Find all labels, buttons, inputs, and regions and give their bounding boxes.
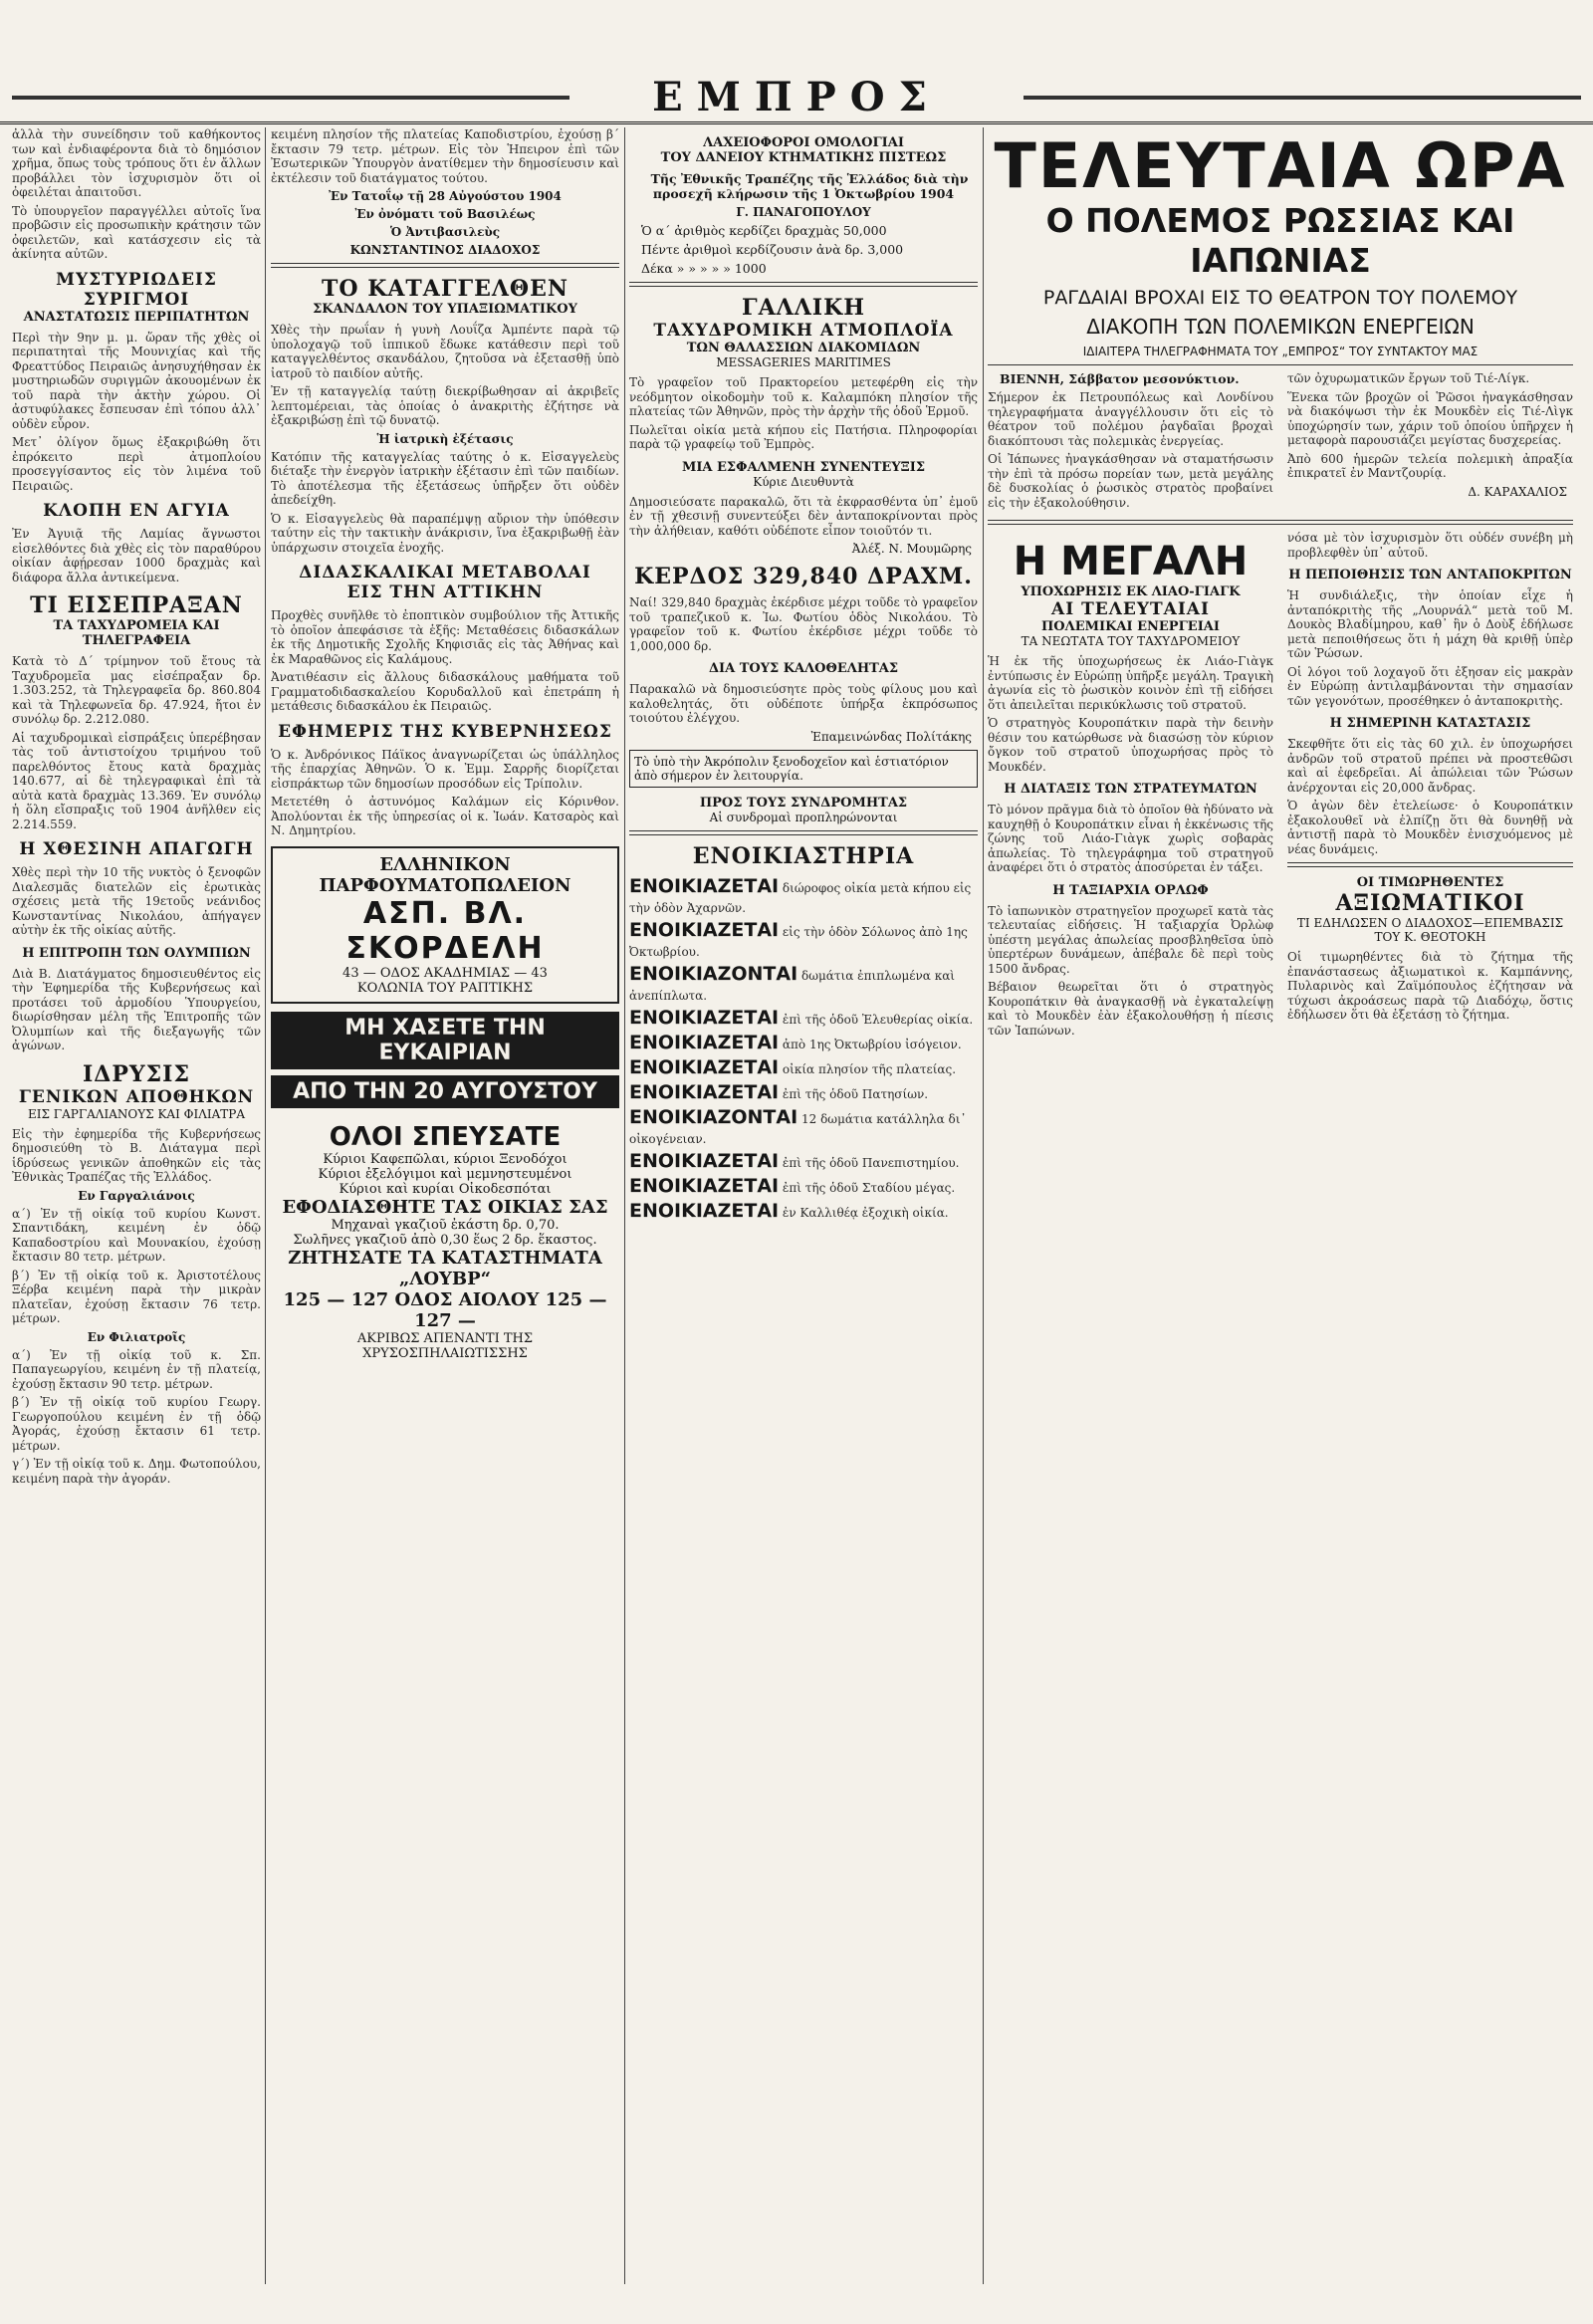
classifieds-heading: ΕΝΟΙΚΙΑΣΤΗΡΙΑ	[692, 842, 915, 869]
dateline: Ἐν Τατοΐῳ τῇ 28 Αὐγούστου 1904	[329, 189, 562, 203]
headline: ΕΦΗΜΕΡΙΣ ΤΗΣ ΚΥΒΕΡΝΗΣΕΩΣ	[278, 721, 612, 742]
section-heading	[271, 276, 619, 317]
louvre-advertisement	[271, 1116, 619, 1367]
subheadline: ΑΙ ΤΕΛΕΥΤΑΙΑΙ	[1051, 599, 1210, 619]
headline: ΙΔΡΥΣΙΣ	[82, 1060, 190, 1087]
location-heading: Εν Φιλιατροῖς	[87, 1329, 186, 1344]
section-heading	[629, 796, 978, 824]
section-heading	[12, 270, 261, 325]
section-heading	[1287, 568, 1573, 582]
body-text: Μετετέθη ὁ ἀστυνόμος Καλάμων εἰς Κόρινθον. Ἀπολύονται ἐκ τῆς ὑπηρεσίας οἱ κ. Ἰωάν. Κατσαρὸς καὶ Ν. Δημητρίου.	[271, 795, 619, 837]
classified-keyword: ΕΝΟΙΚΙΑΖΕΤΑΙ	[629, 874, 780, 897]
classified-keyword: ΕΝΟΙΚΙΑΖΕΤΑΙ	[629, 1006, 780, 1029]
body-text: Σκεφθῆτε ὅτι εἰς τὰς 60 χιλ. ἐν ὑποχωρήσει ἀνδρῶν τοῦ στρατοῦ πρέπει νὰ προστεθῶσι καὶ αἱ ἐφεδρεῖαι. Αἱ ἀπώλειαι τῶν Ῥώσων ἀνέρχονται εἰς 20,000 ἄνδρας.	[1287, 737, 1573, 795]
ad-brand: ΑΣΠ. ΒΛ. ΣΚΟΡΔΕΛΗ	[345, 895, 545, 966]
headline: Η ΔΙΑΤΑΞΙΣ ΤΩΝ ΣΤΡΑΤΕΥΜΑΤΩΝ	[1004, 782, 1257, 797]
body-text: Ὁ κ. Ἀνδρόνικος Πάϊκος ἀναγνωρίζεται ὡς ὑπάλληλος τῆς ἐπαρχίας Ἀθηνῶν. Ὁ κ. Ἐμμ. Σαρρῆς διορίζεται εἰσπράκτωρ τῶν δημοσίων προσόδων εἰς Τρίπολιν.	[271, 747, 619, 791]
body-text: Προχθὲς συνῆλθε τὸ ἐποπτικὸν συμβούλιον τῆς Ἀττικῆς τὸ ὁποῖον ἀπεφάσισε τὰ ἑξῆς: Μεταθέσεις διδασκάλων ἐκ τῆς Δημοτικῆς Σχολῆς Κηφισιᾶς εἰς τὰς Ἀθήνας καὶ ἐκ Μαραθῶνος εἰς Καλάμους.	[271, 608, 619, 666]
ad-line: Κύριοι καὶ κυρίαι Οἰκοδεσπόται	[339, 1181, 552, 1197]
lead-article	[988, 371, 1573, 514]
salutation: Κύριε Διευθυντὰ	[753, 474, 854, 489]
headline: ΤΙ ΕΙΣΕΠΡΑΞΑΝ	[30, 592, 243, 618]
classified-keyword: ΕΝΟΙΚΙΑΖΕΤΑΙ	[629, 1174, 780, 1197]
section-heading	[12, 946, 261, 961]
body-text: Ἐν Ἀγυιᾷ τῆς Λαμίας ἄγνωστοι εἰσελθόντες διὰ χθὲς εἰς τὸν παραθύρου οἰκίαν ἀφῄρεσαν 1000 δραχμὰς καὶ διάφορα ἄλλα ἀντικείμενα.	[12, 527, 261, 584]
classified-ad: ΕΝΟΙΚΙΑΖΟΝΤΑΙ 12 δωμάτια κατάλληλα δι᾽ οἰκογένειαν.	[629, 1105, 967, 1146]
subheadline: ΓΕΝΙΚΩΝ ΑΠΟΘΗΚΩΝ	[18, 1086, 255, 1107]
ad-product: ΚΟΛΩΝΙΑ ΤΟΥ ΡΑΠΤΙΚΗΣ	[356, 980, 534, 996]
section-heading	[12, 592, 261, 648]
column-3	[629, 127, 978, 2284]
ad-headline: ΟΛΟΙ ΣΠΕΥΣΑΤΕ	[329, 1121, 562, 1152]
section-heading	[1287, 716, 1573, 731]
headline: ΠΡΟΣ ΤΟΥΣ ΣΥΝΔΡΟΜΗΤΑΣ	[699, 795, 908, 811]
ad-address: 125 — 127 ΟΔΟΣ ΑΙΟΛΟΥ 125 — 127 —	[283, 1288, 607, 1331]
divider	[988, 364, 1573, 365]
body-text: Ἕνεκα τῶν βροχῶν οἱ Ῥῶσοι ἠναγκάσθησαν νὰ διακόψωσι τὴν ἐκ Μουκδὲν εἰς Τιέ-Λὶγκ ὑποχώρησίν των, χάριν τοῦ ὁποίου ὑπῆρχεν ἡ μεταφορὰ παρουσιάζει μεγίστας δυσχερείας.	[1287, 389, 1573, 447]
prize-line: Πέντε ἀριθμοὶ κερδίζουσιν ἀνὰ δρ. 3,000	[641, 242, 904, 257]
body-text: α΄) Ἐν τῇ οἰκίᾳ τοῦ κυρίου Κωνστ. Σπαντιδάκη, κειμένη ἐν ὁδῷ Καπαδοστρίου καὶ Μουνακίου, ἐχούσῃ ἔκτασιν 80 τετρ. μέτρων.	[12, 1206, 261, 1264]
letter-signature: Ἐπαμεινώνδας Πολίτάκης	[810, 729, 972, 744]
subheadline: ΤΩΝ ΘΑΛΑΣΣΙΩΝ ΔΙΑΚΟΜΙΔΩΝ	[686, 341, 921, 355]
section-heading	[629, 564, 978, 589]
body-text: Ἡ ἐκ τῆς ὑποχωρήσεως ἐκ Λιάο-Γιὰγκ ἐντύπωσις ἐν Εὐρώπῃ ὑπῆρξε μεγάλη. Τραγικὴ ἀγωνία εἰς τὸ ῥωσικὸν κοινὸν ἐπὶ τῇ εἰδήσει ὅτι ἀπειλεῖται περικύκλωσις τοῦ στρατοῦ.	[988, 654, 1273, 712]
body-text: Τὸ μόνον πρᾶγμα διὰ τὸ ὁποῖον θὰ ἠδύνατο νὰ καυχηθῇ ὁ Κουροπάτκιν εἶναι ἡ ἐκκένωσις τῆς ζώνης τοῦ Λιάο-Γιὰγκ χωρὶς σοβαρὰς ἀπωλείας. Τὸ τηλεγράφημα τοῦ στρατηγοῦ ἀναφέρει ὅτι ὁ στρατὸς ἀποσύρεται ἐν τάξει.	[988, 803, 1273, 874]
promo-banner: ΜΗ ΧΑΣΕΤΕ ΤΗΝ ΕΥΚΑΙΡΙΑΝ	[271, 1012, 619, 1069]
body-text: Μετ᾽ ὀλίγον ὅμως ἐξακριβώθη ὅτι ἐπρόκειτο περὶ ἀτμοπλοίου προσεγγίσαντος εἰς τὸν λιμένα τοῦ Πειραιῶς.	[12, 435, 261, 493]
classified-ad: ΕΝΟΙΚΙΑΖΕΤΑΙ οἰκία πλησίον τῆς πλατείας.	[629, 1055, 957, 1078]
classified-ad: ΕΝΟΙΚΙΑΖΕΤΑΙ ἐπὶ τῆς ὁδοῦ Πανεπιστημίου.	[629, 1149, 960, 1172]
body-text: Ναί! 329,840 δραχμὰς ἐκέρδισε μέχρι τοῦδε τὸ γραφεῖον τοῦ τραπεζικοῦ κ. Ἰω. Φωτίου ὁδὸς Νικολάου. Τὸ γραφεῖον τοῦ κ. Φωτίου ἐκέρδισε μέχρι τοῦδε τὸ 1,000,000 δρ.	[629, 595, 978, 653]
body-text: Ὁ ἀγὼν δὲν ἐτελείωσε· ὁ Κουροπάτκιν ἐξακολουθεῖ νὰ ἐλπίζῃ ὅτι θὰ δυνηθῇ νὰ ἀντιστῇ παρὰ τὸ Μουκδὲν ἐνισχυόμενος μὲ νέας δυνάμεις.	[1287, 799, 1573, 856]
section-heading	[1287, 875, 1573, 944]
subheadline: ΤΙ ΕΔΗΛΩΣΕΝ Ο ΔΙΑΔΟΧΟΣ—ΕΠΕΜΒΑΣΙΣ ΤΟΥ Κ. ΘΕΟΤΟΚΗ	[1296, 916, 1564, 944]
body-text: Τὸ ἰαπωνικὸν στρατηγεῖον προχωρεῖ κατὰ τὰς τελευταίας εἰδήσεις. Ἡ ταξιαρχία Ὀρλὼφ ὑπέστη μεγάλας ἀπωλείας προσβληθεῖσα ὑπὸ ὑπερτέρων δυνάμεων, ἀπέβαλε δὲ περὶ τοὺς 1500 ἄνδρας.	[988, 903, 1273, 976]
classified-keyword: ΕΝΟΙΚΙΑΖΟΝΤΑΙ	[629, 1105, 798, 1128]
column-4	[988, 127, 1573, 2284]
divider	[1287, 862, 1573, 867]
body-text: Περὶ τὴν 9ην μ. μ. ὥραν τῆς χθὲς οἱ περιπατηταὶ τῆς Μουνιχίας καὶ τῆς Φρεαττύδος Πειραιῶς ἀνησυχήθησαν ἐκ μυστηριωδῶν συριγμῶν ἀκουομένων ἐκ τοῦ παρὰ τὴν ἀκτὴν χώρου. Οἱ ἀστυφύλακες ἔσπευσαν ἐπὶ τόπου ἀλλ᾽ οὐδὲν εὗρον.	[12, 330, 261, 431]
headline: ΟΙ ΤΙΜΩΡΗΘΕΝΤΕΣ	[1356, 875, 1504, 890]
ad-line: Κύριοι ἐξελόγιμοι καὶ μεμνηστευμένοι	[318, 1166, 572, 1182]
subheadline: ΤΑ ΤΑΧΥΔΡΟΜΕΙΑ ΚΑΙ ΤΗΛΕΓΡΑΦΕΙΑ	[53, 618, 220, 648]
subheadline: ΕΙΣ ΤΗΝ ΑΤΤΙΚΗΝ	[346, 582, 544, 602]
section-heading	[629, 295, 978, 369]
promo-date-banner: ΑΠΟ ΤΗΝ 20 ΑΥΓΟΥΣΤΟΥ	[271, 1075, 619, 1108]
body-text: Εἰς τὴν ἐφημερίδα τῆς Κυβερνήσεως δημοσιεύθη τὸ Β. Διάταγμα περὶ ἱδρύσεως γενικῶν ἀποθηκῶν εἰς τὰς Ἐθνικὰς Τραπέζας τῆς Ἑλλάδος.	[12, 1126, 261, 1184]
section-heading	[12, 1061, 261, 1121]
body-text: Διὰ Β. Διατάγματος δημοσιευθέντος εἰς τὴν Ἐφημερίδα τῆς Κυβερνήσεως καὶ προτάσει τοῦ ἀρμοδίου Ὑπουργείου, διωρίσθησαν μέλη τῆς Ἐπιτροπῆς τῶν Ὀλυμπίων καὶ τῆς διεξαγωγῆς τῶν ἀγώνων.	[12, 966, 261, 1052]
prize-line: Ὁ α΄ ἀριθμὸς κερδίζει δραχμὰς 50,000	[641, 223, 887, 238]
correspondent-signature: Δ. ΚΑΡΑΧΑΛΙΟΣ	[1468, 484, 1567, 499]
body-text: Πωλεῖται οἰκία μετὰ κήπου εἰς Πατήσια. Πληροφορίαι παρὰ τῷ γραφείῳ τοῦ Ἐμπρὸς.	[629, 422, 978, 451]
lead-subheadline: Ο ΠΟΛΕΜΟΣ ΡΩΣΣΙΑΣ ΚΑΙ ΙΑΠΩΝΙΑΣ	[1045, 201, 1515, 280]
location-heading: Εν Γαργαλιάνοις	[78, 1188, 195, 1203]
headline: Η ΜΕΓΑΛΗ	[1013, 539, 1249, 584]
classified-keyword: ΕΝΟΙΚΙΑΖΕΤΑΙ	[629, 1149, 780, 1172]
body-text: Αἱ ταχυδρομικαὶ εἰσπράξεις ὑπερέβησαν τὰς τοῦ ἀντιστοίχου τριμήνου τοῦ παρελθόντος ἔτους κατὰ δραχμὰς 140.677, αἱ δὲ τηλεγραφικαὶ ἐπὶ τὰ αὐτὰ κατὰ δραχμὰς 13.369. Ἐν συνόλῳ ἡ ὅλη εἴσπραξις τοῦ 1904 ἀνῆλθεν εἰς 2.214.559.	[12, 730, 261, 831]
letter-signature: Ἀλέξ. Ν. Μουμῶρης	[851, 542, 972, 556]
ad-price: Μηχαναὶ γκαζιοῦ ἐκάστη δρ. 0,70.	[331, 1217, 560, 1233]
lead-deck: ΙΔΙΑΙΤΕΡΑ ΤΗΛΕΓΡΑΦΗΜΑΤΑ ΤΟΥ „ΕΜΠΡΟΣ“ ΤΟΥ ΣΥΝΤΑΚΤΟΥ ΜΑΣ	[1082, 345, 1479, 358]
body-text: Κατόπιν τῆς καταγγελίας ταύτης ὁ κ. Εἰσαγγελεὺς διέταξε τὴν ἐνεργὸν ἰατρικὴν ἐξέτασιν ἐπὶ τῶν παιδίων. Τὸ ἀποτέλεσμα τῆς ἐξετάσεως ὑπῆρξεν ὅτι οὐδὲν ἀπεδείχθη.	[271, 449, 619, 507]
prize-line: Δέκα » » » » » 1000	[641, 261, 767, 276]
section-heading	[629, 661, 978, 676]
body-text: Οἱ λόγοι τοῦ λοχαγοῦ ὅτι ἐξησαν εἰς μακρὰν ἐν Εὐρώπῃ ἀντιλαμβάνονται τὴν σημασίαν τῶν γεγονότων, προσέθηκεν ὁ ἀνταποκριτὴς.	[1287, 664, 1573, 708]
classified-ad: ΕΝΟΙΚΙΑΖΕΤΑΙ ἐπὶ τῆς ὁδοῦ Σταδίου μέγας.	[629, 1174, 956, 1197]
body-text: Οἱ Ἰάπωνες ἠναγκάσθησαν νὰ σταματήσωσιν τὴν ἐπὶ τὰ πρόσω πορείαν των, μετὰ μεγάλης δὲ δυσκολίας ὁ ῥωσικὸς στρατὸς προβαίνει εἰς τὴν ἐξακολούθησιν.	[988, 452, 1273, 510]
body-text: Οἱ τιμωρηθέντες διὰ τὸ ζήτημα τῆς ἐπανάστασεως ἀξιωματικοὶ κ. Καμπάννης, Πυλαρινὸς καὶ Ζαϊμόπουλος ἐζήτησαν νὰ τύχωσι ἀκροάσεως παρὰ τῷ Διαδόχῳ, ὅστις ἐδήλωσεν ὅτι θὰ ἐξετάσῃ τὸ ζήτημα.	[1287, 950, 1573, 1022]
divider	[629, 830, 978, 835]
classified-ad: ΕΝΟΙΚΙΑΖΟΝΤΑΙ δωμάτια ἐπιπλωμένα καὶ ἀνεπίπλωτα.	[629, 962, 956, 1003]
classified-keyword: ΕΝΟΙΚΙΑΖΕΤΑΙ	[629, 918, 780, 941]
section-heading	[12, 839, 261, 859]
body-text: Ὁ κ. Εἰσαγγελεὺς θὰ παραπέμψῃ αὔριον τὴν ὑπόθεσιν ταύτην εἰς τὴν τακτικὴν ἀνάκρισιν, ἵνα ἐξακριβωθῇ ἐὰν ὑπάρχωσιν στοιχεῖα ἐνοχῆς.	[271, 511, 619, 555]
body-text: κειμένη πλησίον τῆς πλατείας Καποδιστρίου, ἐχούσῃ β΄ ἔκτασιν 79 τετρ. μέτρων. Εἰς τὸν Ἡπειρον ἐπὶ τῶν Ἐσωτερικῶν Ὑπουργὸν ἀνατίθεμεν τὴν δημοσίευσιν καὶ ἐκτέλεσιν τοῦ διατάγματος τούτου.	[271, 127, 619, 185]
headline: ΚΛΟΠΗ ΕΝ ΑΓΥΙΑ	[43, 501, 230, 521]
classified-ad: ΕΝΟΙΚΙΑΖΕΤΑΙ εἰς τὴν ὁδὸν Σόλωνος ἀπὸ 1ης Ὀκτωβρίου.	[629, 918, 968, 959]
classified-keyword: ΕΝΟΙΚΙΑΖΕΤΑΙ	[629, 1031, 780, 1053]
seller-name: Γ. ΠΑΝΑΓΟΠΟΥΛΟΥ	[736, 205, 871, 219]
column-divider	[983, 127, 984, 2284]
lead-deck: ΡΑΓΔΑΙΑΙ ΒΡΟΧΑΙ ΕΙΣ ΤΟ ΘΕΑΤΡΟΝ ΤΟΥ ΠΟΛΕΜΟΥ	[1042, 287, 1518, 309]
subheadline: ΑΞΙΩΜΑΤΙΚΟΙ	[1335, 890, 1525, 916]
subheadline: ΣΚΑΝΔΑΛΟΝ ΤΟΥ ΥΠΑΞΙΩΜΑΤΙΚΟΥ	[313, 302, 577, 317]
body-text: Χθὲς περὶ τὴν 10 τῆς νυκτὸς ὁ ξενοφῶν Διαλεσμᾶς διατελῶν εἰς ἐρωτικὰς σχέσεις μετὰ τῆς 19ετοῦς νεάνιδος Κωνσταντίνας Νικολάου, ἀπήγαγεν αὐτὴν ἐκ τῆς οἰκίας αὐτῆς.	[12, 865, 261, 937]
section-heading	[988, 539, 1273, 648]
body-text: τῶν ὀχυρωματικῶν ἔργων τοῦ Τιέ-Λίγκ.	[1287, 371, 1530, 385]
column-2	[271, 127, 619, 2284]
regent-title: Ὁ Ἀντιβασιλεὺς	[389, 225, 501, 239]
ad-store-name: ΖΗΤΗΣΑΤΕ ΤΑ ΚΑΤΑΣΤΗΜΑΤΑ „ΛΟΥΒΡ“	[288, 1247, 602, 1289]
body-text: ἀλλὰ τὴν συνείδησιν τοῦ καθήκοντος των καὶ ἐνδιαφέροντα διὰ τὸ δημόσιον χρῆμα, ὅπως τοὺς τρόπους ὅτι ἐν ἄλλων προβάλλει τὸν ἰσχυρισμὸν ὅτι οἱ ὀφειλέται ἀπαιτοῦσι.	[12, 127, 261, 199]
headline: Η ΤΑΞΙΑΡΧΙΑ ΟΡΛΩΦ	[1052, 882, 1209, 898]
war-articles	[988, 531, 1573, 1042]
body-text: Κατὰ τὸ Δ΄ τρίμηνον τοῦ ἔτους τὰ Ταχυδρομεῖα μας εἰσέπραξαν δρ. 1.303.252, τὰ Τηλεγραφεῖα δρ. 860.804 καὶ τὰ Τηλεφωνεῖα δρ. 47.924, ἤτοι ἐν συνόλῳ δρ. 2.212.080.	[12, 654, 261, 726]
headline: Η ΕΠΙΤΡΟΠΗ ΤΩΝ ΟΛΥΜΠΙΩΝ	[22, 945, 251, 961]
lead-headline: ΤΕΛΕΥΤΑΙΑ ΩΡΑ	[994, 129, 1567, 202]
divider	[629, 282, 978, 287]
headline: ΜΥΣΤΥΡΙΩΔΕΙΣ ΣΥΡΙΓΜΟΙ	[56, 269, 217, 310]
classified-ad: ΕΝΟΙΚΙΑΖΕΤΑΙ ἐν Καλλιθέᾳ ἐξοχικὴ οἰκία.	[629, 1199, 949, 1222]
regent-name: ΚΩΝΣΤΑΝΤΙΝΟΣ ΔΙΑΔΟΧΟΣ	[349, 243, 541, 257]
headline: Η ΣΗΜΕΡΙΝΗ ΚΑΤΑΣΤΑΣΙΣ	[1329, 716, 1531, 731]
body-text: Ἀπὸ 600 ἡμερῶν τελεία πολεμικὴ ἀπραξία ἐπικρατεῖ ἐν Μαντζουρίᾳ.	[1287, 451, 1573, 480]
section-heading	[988, 782, 1273, 797]
subheadline: ΕΙΣ ΓΑΡΓΑΛΙΑΝΟΥΣ ΚΑΙ ΦΙΛΙΑΤΡΑ	[27, 1106, 246, 1121]
classified-ad: ΕΝΟΙΚΙΑΖΕΤΑΙ ἐπὶ τῆς ὁδοῦ Ἐλευθερίας οἰκία.	[629, 1006, 974, 1029]
ad-price: Σωλῆνες γκαζιοῦ ἀπὸ 0,30 ἕως 2 δρ. ἕκαστος.	[293, 1232, 597, 1248]
ad-heading: ΕΛΛΗΝΙΚΟΝ ΠΑΡΦΟΥΜΑΤΟΠΩΛΕΙΟΝ	[319, 853, 571, 896]
ad-address-note: ΑΚΡΙΒΩΣ ΑΠΕΝΑΝΤΙ ΤΗΣ ΧΡΥΣΟΣΠΗΛΑΙΩΤΙΣΣΗΣ	[356, 1330, 534, 1361]
body-text: β΄) Ἐν τῇ οἰκίᾳ τοῦ κ. Ἀριστοτέλους Ξέρβα κειμένη παρὰ τὴν μικρὰν πλατεῖαν, ἐχούσῃ ἔκτασιν 76 τετρ. μέτρων.	[12, 1268, 261, 1325]
body-text: Τὸ γραφεῖον τοῦ Πρακτορείου μετεφέρθη εἰς τὴν νεόδμητον οἰκοδομὴν τοῦ κ. Καλαμπόκη πλησίον τῆς πλατείας τῶν Ἀθηνῶν, πρὸς τὴν ἀρχὴν τῆς ὁδοῦ Ἑρμοῦ.	[629, 375, 978, 418]
column-1	[12, 127, 261, 2284]
section-heading	[629, 460, 978, 489]
section-heading	[629, 843, 978, 869]
subheadline: ΠΟΛΕΜΙΚΑΙ ΕΝΕΡΓΕΙΑΙ	[1041, 619, 1220, 634]
body-text: Παρακαλῶ νὰ δημοσιεύσητε πρὸς τοὺς φίλους μου καὶ καλοθελητάς, ὅτι οὐδέποτε ὑπήρξα ἐκπρόσωπος τοιούτου ἐλέγχου.	[629, 682, 978, 725]
column-divider	[624, 127, 625, 2284]
ad-address: 43 — ΟΔΟΣ ΑΚΑΔΗΜΙΑΣ — 43	[342, 965, 548, 981]
headline: ΚΕΡΔΟΣ 329,840 ΔΡΑΧΜ.	[634, 564, 973, 589]
subheadline: ΤΑ ΝΕΩΤΑΤΑ ΤΟΥ ΤΑΧΥΔΡΟΜΕΙΟΥ	[1021, 634, 1241, 648]
divider	[271, 263, 619, 268]
masthead	[0, 70, 1593, 124]
headline: ΔΙΑ ΤΟΥΣ ΚΑΛΟΘΕΛΗΤΑΣ	[708, 661, 899, 676]
masthead-rule-right	[1024, 96, 1581, 100]
subheadline: Αἱ συνδρομαὶ προπληρώνονται	[709, 810, 898, 824]
headline: ΔΙΔΑΣΚΑΛΙΚΑΙ ΜΕΤΑΒΟΛΑΙ	[299, 563, 591, 582]
body-text: Ἐν τῇ καταγγελίᾳ ταύτῃ διεκρίβωθησαν αἱ ἀκριβεῖς λεπτομέρειαι, τὰς ὁποίας ὁ ἀνακριτὴς ἐζήτησε νὰ ἐξακριβώσῃ ἐπὶ τῷ δυνατῷ.	[271, 384, 619, 427]
classified-ad: ΕΝΟΙΚΙΑΖΕΤΑΙ ἐπὶ τῆς ὁδοῦ Πατησίων.	[629, 1080, 929, 1103]
headline: ΛΑΧΕΙΟΦΟΡΟΙ ΟΜΟΛΟΓΙΑΙ	[703, 135, 904, 150]
section-heading	[988, 883, 1273, 898]
formula-line: Ἐν ὀνόματι τοῦ Βασιλέως	[354, 207, 536, 221]
subheadline: ΤΟΥ ΔΑΝΕΙΟΥ ΚΤΗΜΑΤΙΚΗΣ ΠΙΣΤΕΩΣ	[660, 150, 947, 165]
body-text: β΄) Ἐν τῇ οἰκίᾳ τοῦ κυρίου Γεωργ. Γεωργοπούλου κειμένη ἐν τῇ ὁδῷ Ἀγοράς, ἐχούσῃ ἔκτασιν 61 τετρ. μέτρων.	[12, 1395, 261, 1453]
body-text: Βέβαιον θεωρεῖται ὅτι ὁ στρατηγὸς Κουροπάτκιν θὰ ἀναγκασθῇ νὰ ἐγκαταλείψῃ καὶ τὸ Μουκδὲν ἐὰν ἐξακολουθήσῃ ἡ πίεσις τῶν Ἰαπώνων.	[988, 980, 1273, 1038]
body-text: νόσα μὲ τὸν ἰσχυρισμὸν ὅτι οὐδέν συνέβη μὴ προβλεφθὲν ὑπ᾽ αὐτοῦ.	[1287, 531, 1573, 560]
body-text: Σήμερον ἐκ Πετρουπόλεως καὶ Λονδίνου τηλεγραφήματα ἀναγγέλλουσιν ὅτι εἰς τὸ θέατρον τοῦ πολέμου ῥαγδαῖαι βροχαὶ διακόπτουσι τὰς πολεμικὰς ἐνεργείας.	[988, 390, 1273, 448]
section-heading	[271, 722, 619, 742]
section-heading	[271, 563, 619, 602]
column-divider	[265, 127, 266, 2284]
subheadline: MESSAGERIES MARITIMES	[716, 355, 891, 369]
body-text: Ἡ συνδιάλεξις, τὴν ὁποίαν εἶχε ἡ ἀνταπόκριτὴς τῆς „Λουρνάλ“ μετὰ τοῦ Μ. Δουκὸς Βλαδίμηρου, καθ᾽ ἣν ὁ Δοὺξ ἐδήλωσε μετὰ πεποιθήσεως ὅτι ἡ μάχη θὰ κριθῇ ὑπὲρ τῶν Ῥώσων.	[1287, 588, 1573, 660]
subheadline: ΑΝΑΣΤΑΤΩΣΙΣ ΠΕΡΙΠΑΤΗΤΩΝ	[23, 309, 250, 325]
classified-ad: ΕΝΟΙΚΙΑΖΕΤΑΙ διώροφος οἰκία μετὰ κήπου εἰς τὴν ὁδὸν Ἀχαρνῶν.	[629, 874, 972, 915]
body-text: Τὸ ὑπουργεῖον παραγγέλλει αὐτοῖς ἵνα προβῶσιν εἰς προσωπικὴν κράτησιν τῶν ὀφειλετῶν, καὶ κατάσχεσιν εἰς τὰ ἀκίνητα αὐτῶν.	[12, 203, 261, 261]
headline: ΓΑΛΛΙΚΗ	[741, 295, 866, 321]
perfume-shop-advertisement	[271, 846, 619, 1004]
lead-deck: ΔΙΑΚΟΠΗ ΤΩΝ ΠΟΛΕΜΙΚΩΝ ΕΝΕΡΓΕΙΩΝ	[1086, 315, 1475, 339]
ad-call-to-action: ΕΦΟΔΙΑΣΘΗΤΕ ΤΑΣ ΟΙΚΙΑΣ ΣΑΣ	[282, 1196, 608, 1218]
body-text: Δημοσιεύσατε παρακαλῶ, ὅτι τὰ ἐκφρασθέντα ὑπ᾽ ἐμοῦ ἐν τῇ χθεσινῇ συνεντεύξει δὲν ἀνταποκρίνονται πρὸς τὴν ἀλήθειαν, καθότι οὐδέποτε εἶπον τοιοῦτόν τι.	[629, 494, 978, 538]
divider	[988, 520, 1573, 525]
boxed-notice: Τὸ ὑπὸ τὴν Ἀκρόπολιν ξενοδοχεῖον καὶ ἑστιατόριον ἀπὸ σήμερον ἐν λειτουργία.	[629, 750, 978, 788]
ad-line: Κύριοι Καφεπῶλαι, κύριοι Ξενοδόχοι	[323, 1151, 568, 1167]
classified-ad: ΕΝΟΙΚΙΑΖΕΤΑΙ ἀπὸ 1ης Ὀκτωβρίου ἰσόγειον.	[629, 1031, 962, 1053]
classified-keyword: ΕΝΟΙΚΙΑΖΕΤΑΙ	[629, 1080, 780, 1103]
headline: ΜΙΑ ΕΣΦΑΛΜΕΝΗ ΣΥΝΕΝΤΕΥΞΙΣ	[681, 459, 926, 475]
classified-keyword: ΕΝΟΙΚΙΑΖΕΤΑΙ	[629, 1055, 780, 1078]
subheadline: ΥΠΟΧΩΡΗΣΙΣ ΕΚ ΛΙΑΟ-ΓΙΑΓΚ	[1021, 584, 1241, 599]
body-text: Ἀνατιθέασιν εἰς ἄλλους διδασκάλους μαθήματα τοῦ Γραμματοδιδασκαλείου Κορυδαλλοῦ καὶ ἐπετράπη ἡ μετάθεσις διδασκάλου ἐκ Πειραιῶς.	[271, 670, 619, 713]
newspaper-title: ΕΜΠΡΟΣ	[652, 74, 941, 120]
headline: Η ΧΘΕΣΙΝΗ ΑΠΑΓΩΓΗ	[19, 839, 254, 859]
section-heading	[629, 135, 978, 165]
classified-keyword: ΕΝΟΙΚΙΑΖΟΝΤΑΙ	[629, 962, 798, 985]
subheading: Ἡ ἰατρικὴ ἐξέτασις	[376, 431, 514, 446]
body-text: γ΄) Ἐν τῇ οἰκίᾳ τοῦ κ. Δημ. Φωτοπούλου, κειμένη παρὰ τὴν ἀγοράν.	[12, 1457, 261, 1486]
body-text: Ὁ στρατηγὸς Κουροπάτκιν παρὰ τὴν δεινὴν θέσιν του κατώρθωσε νὰ διασώσῃ τὸν κύριον ὄγκον τοῦ στρατοῦ ὑποχωρήσας πρὸς τὸ Μουκδέν.	[988, 716, 1273, 774]
subheadline: ΤΑΧΥΔΡΟΜΙΚΗ ΑΤΜΟΠΛΟΪΑ	[653, 321, 954, 341]
section-heading	[12, 501, 261, 521]
body-text: α΄) Ἐν τῇ οἰκίᾳ τοῦ κ. Σπ. Παπαγεωργίου, κειμένη ἐν τῇ πλατείᾳ, ἐχούσῃ ἔκτασιν 90 τετρ. μέτρων.	[12, 1347, 261, 1391]
body-text: Χθὲς τὴν πρωΐαν ἡ γυνὴ Λουΐζα Ἀμπέντε παρὰ τῷ ὑπολοχαγῷ τοῦ ἱππικοῦ ἔδωκε κατάθεσιν περὶ τοῦ καταγγελθέντος σκανδάλου, ζητοῦσα νὰ ἐξετασθῇ ὑπὸ ἰατροῦ τὸ παιδίον αὐτῆς.	[271, 323, 619, 380]
headline: ΤΟ ΚΑΤΑΓΓΕΛΘΕΝ	[322, 276, 569, 302]
classified-keyword: ΕΝΟΙΚΙΑΖΕΤΑΙ	[629, 1199, 780, 1222]
lottery-notice: Τῆς Ἐθνικῆς Τραπέζης τῆς Ἑλλάδος διὰ τὴν προσεχῆ κλήρωσιν τῆς 1 Ὀκτωβρίου 1904	[650, 171, 969, 201]
headline: Η ΠΕΠΟΙΘΗΣΙΣ ΤΩΝ ΑΝΤΑΠΟΚΡΙΤΩΝ	[1288, 568, 1572, 582]
dateline: ΒΙΕΝΝΗ, Σάββατον μεσονύκτιον.	[1000, 371, 1240, 386]
